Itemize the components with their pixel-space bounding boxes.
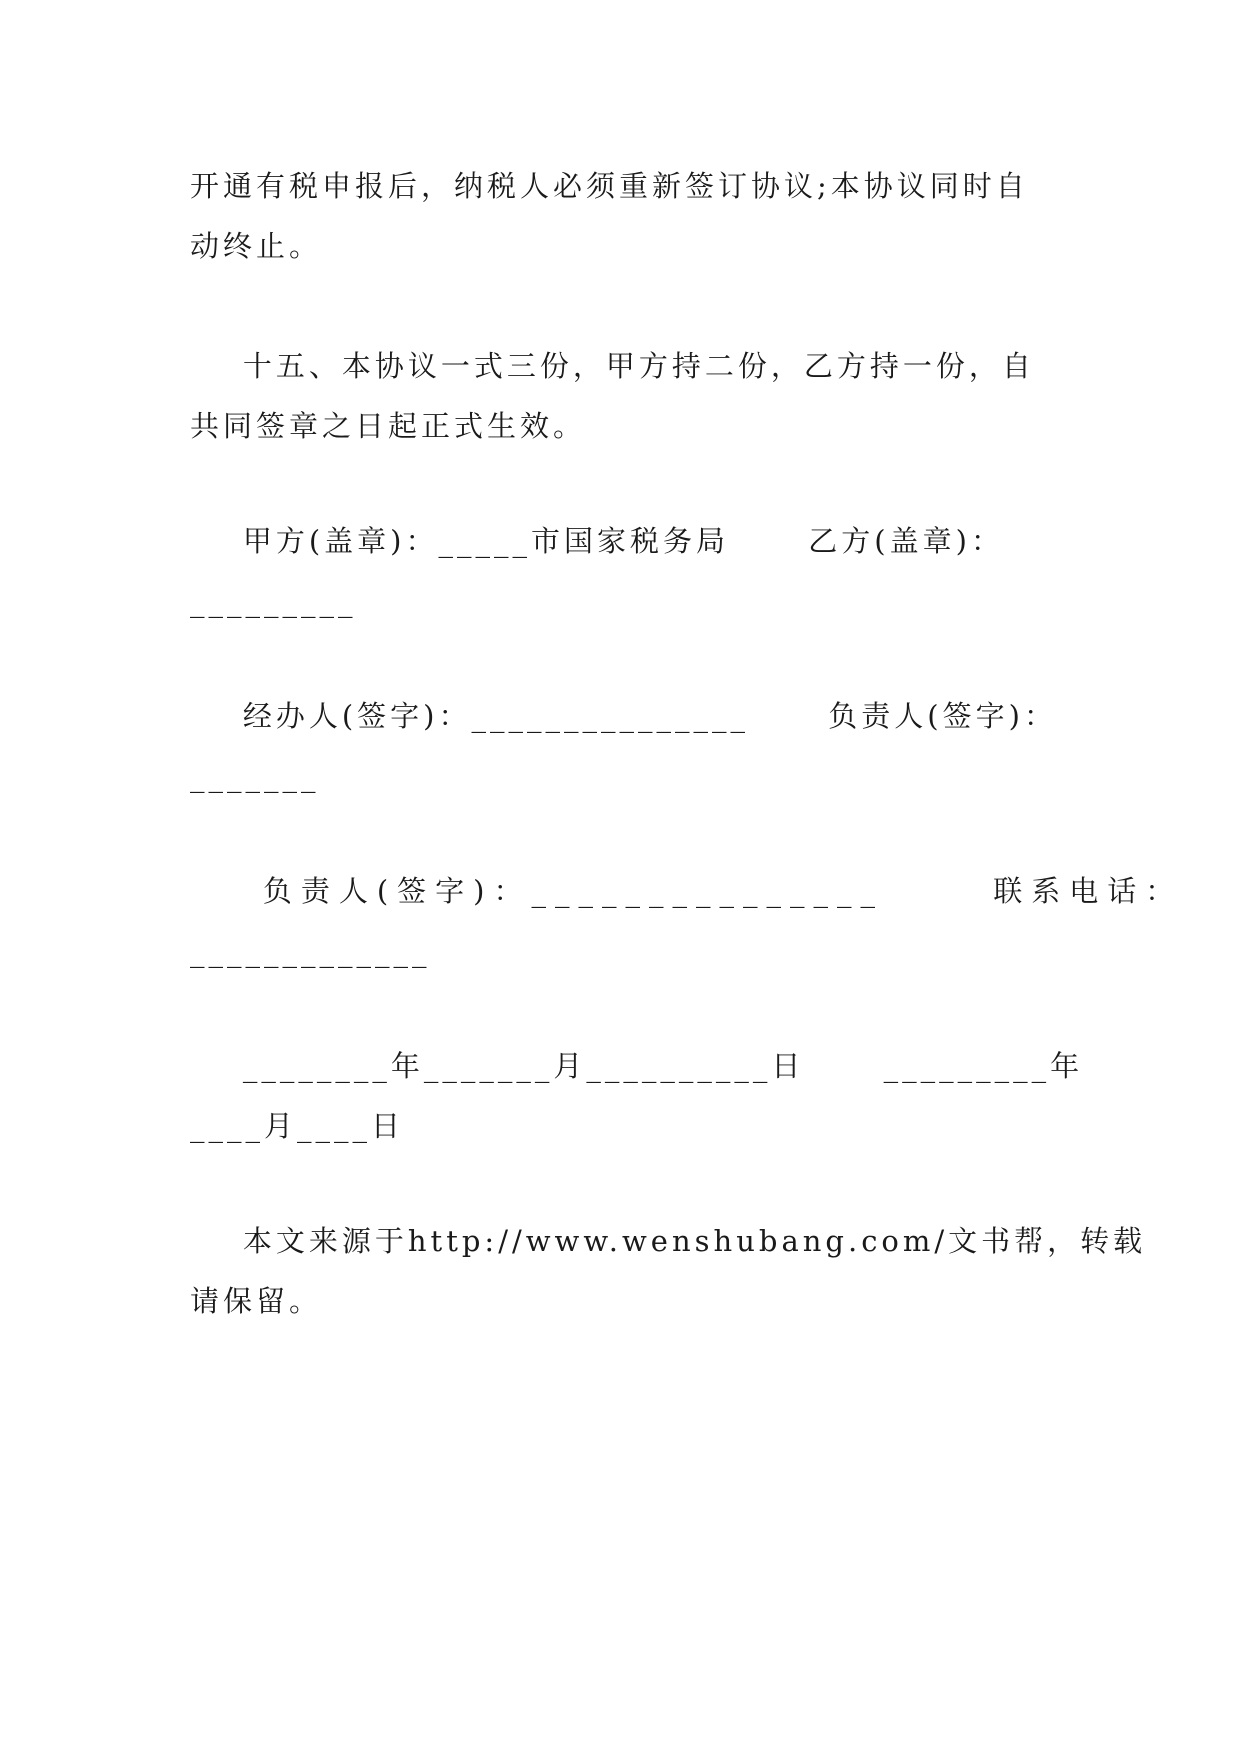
paragraph-line-3: 十五、本协议一式三份，甲方持二份，乙方持一份，自 (190, 349, 1035, 383)
phone-blank: _____________ (190, 934, 431, 968)
party-a-seal-line: 甲方(盖章)：_____市国家税务局 乙方(盖章)： (190, 524, 1004, 558)
date-line-continued: ____月____日 (190, 1109, 405, 1143)
paragraph-line-4: 共同签章之日起正式生效。 (190, 409, 587, 443)
paragraph-line-1: 开通有税申报后，纳税人必须重新签订协议;本协议同时自 (190, 169, 1029, 203)
handler-signature-line: 经办人(签字)：_______________ 负责人(签字)： (190, 699, 1057, 733)
paragraph-line-2: 动终止。 (190, 229, 323, 263)
party-b-seal-blank: _________ (190, 584, 357, 618)
responsible-signature-blank: _______ (190, 759, 320, 793)
date-line: ________年_______月__________日 _________年 (190, 1049, 1084, 1083)
responsible-phone-line: 负责人(签字)：_______________ 联系电话： (190, 874, 1184, 908)
source-note-continued: 请保留。 (190, 1284, 323, 1318)
source-note-line: 本文来源于http://www.wenshubang.com/文书帮，转载 (190, 1224, 1147, 1258)
